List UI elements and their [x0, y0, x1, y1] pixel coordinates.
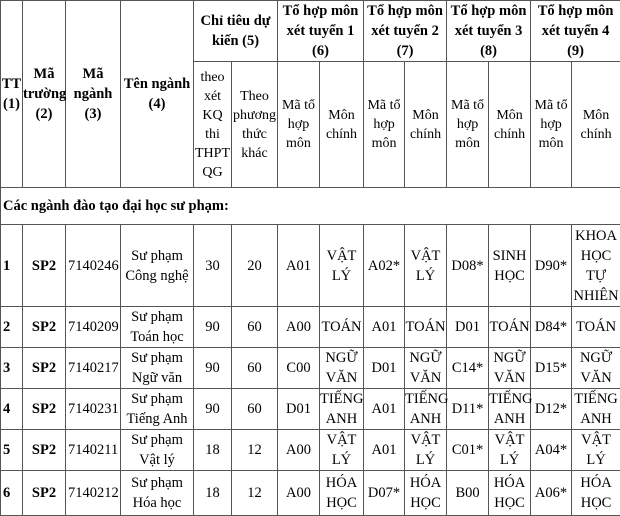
- cell-to-hop-4-ma: D15*: [531, 348, 572, 389]
- cell-to-hop-2-mon: TIẾNG ANH: [405, 389, 447, 430]
- cell-ma-nganh: 7140209: [66, 307, 121, 348]
- cell-to-hop-1-ma: A00: [278, 307, 320, 348]
- cell-chi-tieu-khac: 60: [232, 389, 278, 430]
- header-to-hop-1: Tổ hợp môn xét tuyển 1 (6): [278, 1, 364, 62]
- cell-tt: 5: [1, 430, 23, 471]
- table-row: [1, 389, 620, 430]
- cell-chi-tieu-thpt: 18: [194, 471, 232, 516]
- cell-to-hop-4-mon: TIẾNG ANH: [572, 389, 620, 430]
- cell-ma-truong: SP2: [23, 389, 66, 430]
- cell-to-hop-4-mon: KHOA HỌC TỰ NHIÊN: [572, 225, 620, 307]
- cell-to-hop-1-mon: NGỮ VĂN: [320, 348, 364, 389]
- header-to-hop-3: Tổ hợp môn xét tuyển 3 (8): [447, 1, 531, 62]
- header-mon-chinh-4: Môn chính: [572, 62, 620, 188]
- cell-chi-tieu-khac: 20: [232, 225, 278, 307]
- cell-to-hop-1-mon: HÓA HỌC: [320, 471, 364, 516]
- cell-to-hop-1-mon: VẬT LÝ: [320, 430, 364, 471]
- cell-to-hop-1-mon: VẬT LÝ: [320, 225, 364, 307]
- table-row: [1, 225, 620, 307]
- cell-ten-nganh: Sư phạm Hóa học: [121, 471, 194, 516]
- header-theo-phuong-thuc-khac: Theo phương thức khác: [232, 62, 278, 188]
- cell-chi-tieu-thpt: 18: [194, 430, 232, 471]
- header-mon-chinh-1: Môn chính: [320, 62, 364, 188]
- cell-to-hop-4-ma: D90*: [531, 225, 572, 307]
- cell-chi-tieu-thpt: 90: [194, 307, 232, 348]
- cell-tt: 4: [1, 389, 23, 430]
- cell-to-hop-4-ma: A04*: [531, 430, 572, 471]
- header-to-hop-2: Tổ hợp môn xét tuyển 2 (7): [364, 1, 447, 62]
- cell-ma-truong: SP2: [23, 430, 66, 471]
- header-ten-nganh: Tên ngành (4): [121, 1, 194, 188]
- header-ma-truong: Mã trường (2): [23, 1, 66, 188]
- cell-to-hop-3-ma: D08*: [447, 225, 489, 307]
- table-row: [1, 471, 620, 516]
- cell-to-hop-3-mon: NGỮ VĂN: [489, 348, 531, 389]
- cell-chi-tieu-khac: 12: [232, 471, 278, 516]
- section-row: [1, 188, 620, 225]
- cell-ma-truong: SP2: [23, 225, 66, 307]
- cell-to-hop-2-ma: A02*: [364, 225, 405, 307]
- header-ma-to-hop-1: Mã tổ hợp môn: [278, 62, 320, 188]
- cell-chi-tieu-khac: 12: [232, 430, 278, 471]
- cell-ma-truong: SP2: [23, 348, 66, 389]
- table-row: [1, 430, 620, 471]
- cell-to-hop-3-mon: SINH HỌC: [489, 225, 531, 307]
- cell-to-hop-3-mon: VẬT LÝ: [489, 430, 531, 471]
- cell-chi-tieu-khac: 60: [232, 348, 278, 389]
- cell-to-hop-2-mon: HÓA HỌC: [405, 471, 447, 516]
- header-tt: TT (1): [1, 1, 23, 188]
- cell-chi-tieu-thpt: 90: [194, 389, 232, 430]
- table-row: [1, 307, 620, 348]
- cell-to-hop-1-ma: A00: [278, 430, 320, 471]
- cell-to-hop-2-ma: D07*: [364, 471, 405, 516]
- cell-to-hop-2-ma: D01: [364, 348, 405, 389]
- cell-chi-tieu-khac: 60: [232, 307, 278, 348]
- cell-ma-truong: SP2: [23, 307, 66, 348]
- cell-to-hop-1-mon: TOÁN: [320, 307, 364, 348]
- cell-to-hop-3-ma: D11*: [447, 389, 489, 430]
- header-ma-to-hop-2: Mã tổ hợp môn: [364, 62, 405, 188]
- cell-to-hop-3-mon: HÓA HỌC: [489, 471, 531, 516]
- cell-to-hop-3-ma: C01*: [447, 430, 489, 471]
- cell-chi-tieu-thpt: 30: [194, 225, 232, 307]
- cell-ten-nganh: Sư phạm Toán học: [121, 307, 194, 348]
- cell-to-hop-2-ma: A01: [364, 389, 405, 430]
- cell-to-hop-3-ma: D01: [447, 307, 489, 348]
- cell-ma-nganh: 7140231: [66, 389, 121, 430]
- header-ma-nganh: Mã ngành (3): [66, 1, 121, 188]
- header-chi-tieu: Chỉ tiêu dự kiến (5): [194, 1, 278, 62]
- cell-to-hop-4-mon: VẬT LÝ: [572, 430, 620, 471]
- cell-ten-nganh: Sư phạm Ngữ văn: [121, 348, 194, 389]
- cell-to-hop-1-mon: TIẾNG ANH: [320, 389, 364, 430]
- cell-to-hop-3-ma: C14*: [447, 348, 489, 389]
- cell-ma-nganh: 7140211: [66, 430, 121, 471]
- header-mon-chinh-2: Môn chính: [405, 62, 447, 188]
- cell-tt: 3: [1, 348, 23, 389]
- cell-to-hop-4-ma: A06*: [531, 471, 572, 516]
- cell-ma-nganh: 7140217: [66, 348, 121, 389]
- cell-to-hop-3-mon: TOÁN: [489, 307, 531, 348]
- cell-ma-nganh: 7140246: [66, 225, 121, 307]
- cell-to-hop-2-ma: A01: [364, 430, 405, 471]
- header-to-hop-4: Tổ hợp môn xét tuyển 4 (9): [531, 1, 620, 62]
- cell-to-hop-2-mon: TOÁN: [405, 307, 447, 348]
- cell-ten-nganh: Sư phạm Công nghệ: [121, 225, 194, 307]
- cell-to-hop-2-mon: VẬT LÝ: [405, 225, 447, 307]
- cell-to-hop-1-ma: A00: [278, 471, 320, 516]
- cell-to-hop-3-ma: B00: [447, 471, 489, 516]
- cell-ten-nganh: Sư phạm Tiếng Anh: [121, 389, 194, 430]
- cell-to-hop-2-mon: NGỮ VĂN: [405, 348, 447, 389]
- cell-tt: 2: [1, 307, 23, 348]
- cell-to-hop-4-ma: D84*: [531, 307, 572, 348]
- cell-to-hop-2-mon: VẬT LÝ: [405, 430, 447, 471]
- cell-to-hop-2-ma: A01: [364, 307, 405, 348]
- table-row: [1, 348, 620, 389]
- cell-to-hop-4-ma: D12*: [531, 389, 572, 430]
- cell-tt: 6: [1, 471, 23, 516]
- cell-ma-nganh: 7140212: [66, 471, 121, 516]
- header-theo-kq-thpt: theo xét KQ thi THPT QG: [194, 62, 232, 188]
- cell-to-hop-1-ma: A01: [278, 225, 320, 307]
- table-body: [1, 188, 620, 516]
- cell-to-hop-1-ma: D01: [278, 389, 320, 430]
- header-mon-chinh-3: Môn chính: [489, 62, 531, 188]
- header-ma-to-hop-4: Mã tổ hợp môn: [531, 62, 572, 188]
- cell-ten-nganh: Sư phạm Vật lý: [121, 430, 194, 471]
- cell-tt: 1: [1, 225, 23, 307]
- cell-to-hop-4-mon: HÓA HỌC: [572, 471, 620, 516]
- header-ma-to-hop-3: Mã tổ hợp môn: [447, 62, 489, 188]
- cell-to-hop-4-mon: NGỮ VĂN: [572, 348, 620, 389]
- section-title: Các ngành đào tạo đại học sư phạm:: [1, 188, 620, 225]
- cell-to-hop-4-mon: TOÁN: [572, 307, 620, 348]
- cell-chi-tieu-thpt: 90: [194, 348, 232, 389]
- cell-to-hop-3-mon: TIẾNG ANH: [489, 389, 531, 430]
- cell-ma-truong: SP2: [23, 471, 66, 516]
- cell-to-hop-1-ma: C00: [278, 348, 320, 389]
